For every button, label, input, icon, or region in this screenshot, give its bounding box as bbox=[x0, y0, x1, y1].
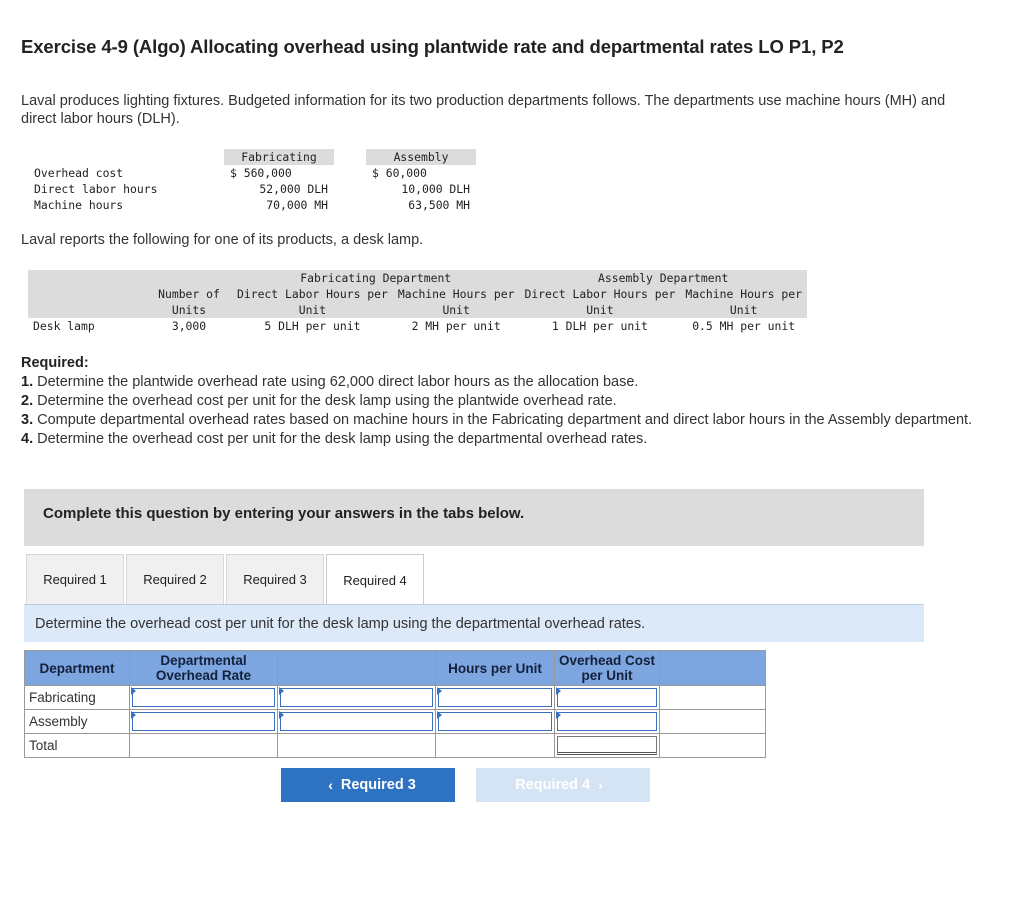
header-asm-dlh-2: Unit bbox=[586, 303, 614, 317]
product-cell: 0.5 MH per unit bbox=[680, 318, 807, 334]
budget-header-assembly: Assembly bbox=[366, 149, 476, 165]
tab-required-1[interactable]: Required 1 bbox=[26, 554, 124, 604]
assembly-cost-unit bbox=[660, 710, 766, 734]
fabricating-cost-input[interactable] bbox=[555, 686, 659, 709]
budget-cell: 70,000 MH bbox=[266, 198, 328, 212]
product-cell: 2 MH per unit bbox=[393, 318, 520, 334]
assembly-cost-input[interactable] bbox=[555, 710, 659, 733]
banner-text: Complete this question by entering your answers in the tabs below. bbox=[43, 505, 525, 522]
intro-paragraph: Laval produces lighting fixtures. Budgeted information for its two production departments follows. The departments use machine hours (MH) and direct labor hours (DLH). bbox=[21, 93, 946, 127]
budget-cell: $ 60,000 bbox=[372, 166, 427, 180]
product-intro: Laval reports the following for one of its products, a desk lamp. bbox=[21, 232, 424, 248]
fabricating-cost-unit bbox=[660, 686, 766, 710]
header-fab-mh: Machine Hours per bbox=[397, 287, 515, 301]
budget-table bbox=[28, 149, 476, 213]
product-cell: 3,000 bbox=[146, 318, 232, 334]
previous-tab-button[interactable] bbox=[281, 768, 455, 802]
tab-required-4[interactable]: Required 4 bbox=[326, 554, 424, 605]
fabricating-hours-input[interactable] bbox=[436, 686, 554, 709]
chevron-right-icon: › bbox=[598, 777, 603, 793]
header-units-2: Units bbox=[171, 303, 207, 317]
page-title: Exercise 4-9 (Algo) Allocating overhead using plantwide rate and departmental rates LO P1, P2 bbox=[21, 36, 844, 57]
fabricating-rate-input[interactable] bbox=[130, 686, 277, 709]
product-cell: 5 DLH per unit bbox=[232, 318, 393, 334]
tab-required-2[interactable]: Required 2 bbox=[126, 554, 224, 604]
header-fab-dlh: Direct Labor Hours per bbox=[237, 287, 388, 301]
product-row-label: Desk lamp bbox=[28, 318, 146, 334]
previous-tab-label: Required 3 bbox=[340, 777, 416, 793]
next-tab-label: Required 4 bbox=[515, 777, 591, 793]
requirement-item: 2. Determine the overhead cost per unit for the desk lamp using the plantwide overhead rate. bbox=[21, 393, 617, 409]
requirements bbox=[21, 354, 981, 449]
header-hours: Hours per Unit bbox=[436, 651, 555, 686]
budget-row-label: Overhead cost bbox=[34, 166, 124, 180]
row-label-total: Total bbox=[25, 734, 130, 758]
fabricating-rate-unit-input[interactable] bbox=[278, 686, 435, 709]
group-assembly: Assembly Department bbox=[598, 271, 729, 285]
header-rate-unit bbox=[278, 651, 436, 686]
required-label: Required: bbox=[21, 355, 89, 371]
chevron-left-icon: ‹ bbox=[328, 777, 333, 793]
header-department: Department bbox=[25, 651, 130, 686]
header-cost-label: Overhead Cost per Unit bbox=[555, 651, 660, 686]
header-rate-label: Departmental Overhead Rate bbox=[130, 651, 278, 686]
header-asm-mh-2: Unit bbox=[729, 303, 758, 317]
group-fabricating: Fabricating Department bbox=[300, 271, 452, 285]
header-units: Number of bbox=[158, 287, 220, 301]
budget-cell: 63,500 MH bbox=[408, 198, 470, 212]
budget-header-fabricating: Fabricating bbox=[224, 149, 334, 165]
row-label-fabricating: Fabricating bbox=[25, 686, 130, 710]
header-fab-mh-2: Unit bbox=[442, 303, 470, 317]
tab-required-3[interactable]: Required 3 bbox=[226, 554, 324, 604]
requirement-item: 3. Compute departmental overhead rates based on machine hours in the Fabricating department and direct labor hours in the Assembly department. bbox=[21, 412, 973, 428]
instruction-banner bbox=[24, 489, 924, 546]
header-cost-unit bbox=[660, 651, 766, 686]
budget-cell: 52,000 DLH bbox=[259, 182, 328, 196]
header-asm-mh: Machine Hours per bbox=[685, 287, 802, 301]
total-cost-input[interactable] bbox=[555, 734, 659, 757]
budget-row-label: Direct labor hours bbox=[34, 182, 158, 196]
row-label-assembly: Assembly bbox=[25, 710, 130, 734]
product-table bbox=[28, 270, 807, 334]
next-tab-button[interactable] bbox=[476, 768, 650, 802]
header-fab-dlh-2: Unit bbox=[298, 303, 327, 317]
instruction-text: Determine the overhead cost per unit for the desk lamp using the departmental overhead rates. bbox=[35, 616, 646, 632]
assembly-hours-input[interactable] bbox=[436, 710, 554, 733]
requirement-item: 4. Determine the overhead cost per unit for the desk lamp using the departmental overhead rates. bbox=[21, 431, 648, 447]
answer-table bbox=[24, 650, 766, 758]
budget-cell: 10,000 DLH bbox=[401, 182, 470, 196]
budget-cell: $ 560,000 bbox=[230, 166, 292, 180]
tab-instruction bbox=[24, 604, 924, 642]
product-cell: 1 DLH per unit bbox=[519, 318, 680, 334]
assembly-rate-unit-input[interactable] bbox=[278, 710, 435, 733]
requirement-item: 1. Determine the plantwide overhead rate using 62,000 direct labor hours as the allocation base. bbox=[21, 374, 639, 390]
header-asm-dlh: Direct Labor Hours per bbox=[524, 287, 676, 301]
budget-row-label: Machine hours bbox=[34, 198, 124, 212]
assembly-rate-input[interactable] bbox=[130, 710, 277, 733]
